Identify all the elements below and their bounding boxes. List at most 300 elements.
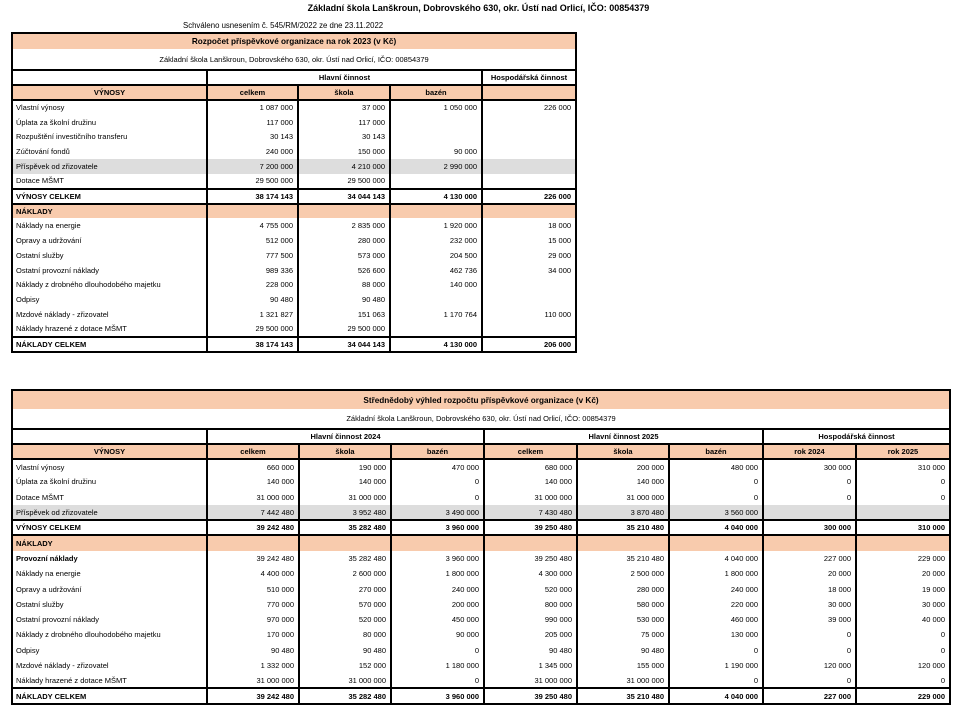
column-header: celkem: [207, 444, 299, 459]
value-cell: [390, 174, 482, 189]
row-label: Ostatní služby: [16, 599, 64, 609]
value-cell: 35 210 480: [577, 688, 669, 703]
value-cell: 88 000: [298, 278, 390, 293]
value-cell: 30 000: [763, 597, 856, 612]
row-label: Odpisy: [16, 295, 40, 305]
value-cell: 35 210 480: [577, 520, 669, 535]
value-cell: 7 200 000: [207, 159, 298, 174]
value-cell: 570 000: [299, 597, 391, 612]
value-cell: 4 210 000: [298, 159, 390, 174]
column-header: bazén: [669, 444, 763, 459]
value-cell: 3 490 000: [391, 505, 484, 520]
value-cell: 3 960 000: [391, 520, 484, 535]
row-label: Náklady na energie: [16, 569, 81, 579]
column-header: celkem: [207, 85, 298, 100]
value-cell: 777 500: [207, 248, 298, 263]
value-cell: 90 480: [207, 643, 299, 658]
table-row: [12, 688, 950, 703]
value-cell: 227 000: [763, 551, 856, 566]
column-group-header: Hlavní činnost: [207, 70, 482, 85]
value-cell: 0: [856, 627, 950, 642]
column-group-header: Hospodářská činnost: [482, 70, 576, 85]
value-cell: 39 242 480: [207, 520, 299, 535]
value-cell: [482, 115, 576, 130]
table-row: [12, 307, 576, 322]
value-cell: 4 300 000: [484, 566, 577, 581]
value-cell: 7 430 480: [484, 505, 577, 520]
value-cell: 0: [391, 673, 484, 688]
value-cell: [390, 204, 482, 219]
value-cell: 150 000: [298, 144, 390, 159]
outlook-table-body: [12, 390, 950, 704]
value-cell: 4 130 000: [390, 189, 482, 204]
value-cell: 170 000: [207, 627, 299, 642]
table-subtitle-row: [12, 49, 576, 70]
value-cell: [482, 204, 576, 219]
column-header: bazén: [390, 85, 482, 100]
value-cell: 227 000: [763, 688, 856, 703]
value-cell: 117 000: [298, 115, 390, 130]
value-cell: [669, 535, 763, 550]
value-cell: [391, 535, 484, 550]
value-cell: 31 000 000: [577, 673, 669, 688]
value-cell: 35 210 480: [577, 551, 669, 566]
value-cell: [577, 535, 669, 550]
column-group-header: Hlavní činnost 2025: [484, 429, 763, 444]
table-row: [12, 581, 950, 596]
value-cell: 3 560 000: [669, 505, 763, 520]
value-cell: 120 000: [856, 658, 950, 673]
row-label: Opravy a udržování: [16, 236, 82, 246]
value-cell: 0: [763, 490, 856, 505]
value-cell: 29 000: [482, 248, 576, 263]
value-cell: 0: [391, 474, 484, 489]
row-label: Dotace MŠMT: [16, 492, 64, 502]
row-label: Rozpuštění investičního transferu: [16, 132, 128, 142]
value-cell: 34 044 143: [298, 189, 390, 204]
value-cell: 40 000: [856, 612, 950, 627]
value-cell: [482, 278, 576, 293]
value-cell: 0: [391, 490, 484, 505]
section-header: NÁKLADY: [12, 204, 207, 219]
value-cell: 990 000: [484, 612, 577, 627]
value-cell: 1 345 000: [484, 658, 577, 673]
value-cell: 140 000: [577, 474, 669, 489]
value-cell: 29 500 000: [207, 174, 298, 189]
column-header: rok 2024: [763, 444, 856, 459]
table-row: [12, 159, 576, 174]
value-cell: 90 480: [577, 643, 669, 658]
table-row: [12, 322, 576, 337]
table-row: [12, 490, 950, 505]
section-header: NÁKLADY: [12, 535, 207, 550]
value-cell: 512 000: [207, 233, 298, 248]
value-cell: 480 000: [669, 459, 763, 474]
value-cell: 18 000: [482, 218, 576, 233]
value-cell: 39 242 480: [207, 551, 299, 566]
value-cell: 30 143: [298, 130, 390, 145]
value-cell: [390, 322, 482, 337]
value-cell: 4 040 000: [669, 688, 763, 703]
value-cell: 232 000: [390, 233, 482, 248]
row-label: Náklady hrazené z dotace MŠMT: [16, 324, 127, 334]
row-label: Mzdové náklady - zřizovatel: [16, 310, 109, 320]
value-cell: 2 500 000: [577, 566, 669, 581]
row-label: Úplata za školní družinu: [16, 117, 97, 127]
row-label: Ostatní provozní náklady: [16, 265, 99, 275]
value-cell: 229 000: [856, 551, 950, 566]
value-cell: 31 000 000: [299, 673, 391, 688]
value-cell: 4 130 000: [390, 337, 482, 352]
value-cell: 770 000: [207, 597, 299, 612]
value-cell: [482, 322, 576, 337]
value-cell: 220 000: [669, 597, 763, 612]
table-row: [12, 130, 576, 145]
value-cell: 240 000: [669, 581, 763, 596]
row-label: Úplata za školní družinu: [16, 477, 97, 487]
column-header: škola: [577, 444, 669, 459]
value-cell: 1 180 000: [391, 658, 484, 673]
value-cell: 31 000 000: [299, 490, 391, 505]
value-cell: [207, 535, 299, 550]
value-cell: [482, 130, 576, 145]
value-cell: 39 250 480: [484, 551, 577, 566]
row-label: Provozní náklady: [16, 553, 78, 563]
value-cell: 0: [763, 643, 856, 658]
value-cell: 240 000: [207, 144, 298, 159]
value-cell: 989 336: [207, 263, 298, 278]
value-cell: 39 250 480: [484, 520, 577, 535]
value-cell: 300 000: [763, 520, 856, 535]
table-row: [12, 505, 950, 520]
row-label: Mzdové náklady - zřizovatel: [16, 661, 109, 670]
value-cell: 19 000: [856, 581, 950, 596]
value-cell: [482, 174, 576, 189]
column-group-row: [12, 70, 576, 85]
row-label: NÁKLADY CELKEM: [12, 688, 207, 703]
value-cell: 270 000: [299, 581, 391, 596]
value-cell: 310 000: [856, 459, 950, 474]
column-group-row: [12, 429, 950, 444]
table-subtitle: Základní škola Lanškroun, Dobrovského 630, okr. Ústí nad Orlicí, IČO: 00854379: [12, 49, 576, 70]
value-cell: 530 000: [577, 612, 669, 627]
value-cell: 31 000 000: [484, 673, 577, 688]
value-cell: 15 000: [482, 233, 576, 248]
table-row: [12, 459, 950, 474]
table-row: [12, 597, 950, 612]
value-cell: 29 500 000: [298, 322, 390, 337]
table-title: Střednědobý výhled rozpočtu příspěvkové organizace (v Kč): [12, 390, 950, 409]
value-cell: 520 000: [299, 612, 391, 627]
section-header: VÝNOSY: [12, 444, 207, 459]
table-row: [12, 520, 950, 535]
value-cell: 18 000: [763, 581, 856, 596]
value-cell: 573 000: [298, 248, 390, 263]
value-cell: 204 500: [390, 248, 482, 263]
value-cell: 1 332 000: [207, 658, 299, 673]
column-header: bazén: [391, 444, 484, 459]
value-cell: 7 442 480: [207, 505, 299, 520]
value-cell: 20 000: [763, 566, 856, 581]
value-cell: 280 000: [577, 581, 669, 596]
value-cell: 450 000: [391, 612, 484, 627]
value-cell: 37 000: [298, 100, 390, 115]
value-cell: 31 000 000: [484, 490, 577, 505]
value-cell: [482, 144, 576, 159]
value-cell: [298, 204, 390, 219]
row-label: VÝNOSY CELKEM: [12, 520, 207, 535]
value-cell: 155 000: [577, 658, 669, 673]
row-label: Vlastní výnosy: [16, 103, 65, 113]
value-cell: 152 000: [299, 658, 391, 673]
table-row: [12, 474, 950, 489]
value-cell: 20 000: [856, 566, 950, 581]
value-cell: 39 242 480: [207, 688, 299, 703]
value-cell: [390, 130, 482, 145]
value-cell: 280 000: [298, 233, 390, 248]
value-cell: 90 480: [484, 643, 577, 658]
value-cell: [763, 535, 856, 550]
value-cell: 226 000: [482, 100, 576, 115]
value-cell: 130 000: [669, 627, 763, 642]
value-cell: 680 000: [484, 459, 577, 474]
value-cell: 4 040 000: [669, 551, 763, 566]
value-cell: 1 170 764: [390, 307, 482, 322]
row-label: VÝNOSY CELKEM: [12, 189, 207, 204]
value-cell: 228 000: [207, 278, 298, 293]
value-cell: [390, 292, 482, 307]
value-cell: 38 174 143: [207, 189, 298, 204]
value-cell: 3 870 480: [577, 505, 669, 520]
value-cell: 1 800 000: [391, 566, 484, 581]
value-cell: 0: [763, 627, 856, 642]
value-cell: [484, 535, 577, 550]
value-cell: 206 000: [482, 337, 576, 352]
table-row: [12, 218, 576, 233]
value-cell: 35 282 480: [299, 688, 391, 703]
row-label: NÁKLADY CELKEM: [12, 337, 207, 352]
value-cell: 2 835 000: [298, 218, 390, 233]
row-label: Náklady z drobného dlouhodobého majetku: [16, 280, 161, 290]
row-label: Ostatní provozní náklady: [16, 615, 99, 625]
value-cell: 660 000: [207, 459, 299, 474]
value-cell: 460 000: [669, 612, 763, 627]
budget-table-2023: [11, 32, 577, 353]
row-label: Zúčtování fondů: [16, 147, 70, 157]
table-row: [12, 658, 950, 673]
table-row: [12, 189, 576, 204]
table-row: [12, 204, 576, 219]
value-cell: 190 000: [299, 459, 391, 474]
value-cell: 80 000: [299, 627, 391, 642]
column-header: [482, 85, 576, 100]
value-cell: 29 500 000: [207, 322, 298, 337]
value-cell: 462 736: [390, 263, 482, 278]
column-header: škola: [298, 85, 390, 100]
table-row: [12, 174, 576, 189]
value-cell: 800 000: [484, 597, 577, 612]
value-cell: 30 143: [207, 130, 298, 145]
value-cell: 0: [669, 490, 763, 505]
value-cell: 38 174 143: [207, 337, 298, 352]
value-cell: 140 000: [390, 278, 482, 293]
value-cell: 1 050 000: [390, 100, 482, 115]
value-cell: 39 000: [763, 612, 856, 627]
value-cell: 90 480: [207, 292, 298, 307]
value-cell: 151 063: [298, 307, 390, 322]
value-cell: 1 087 000: [207, 100, 298, 115]
value-cell: [299, 535, 391, 550]
value-cell: 0: [391, 643, 484, 658]
value-cell: 117 000: [207, 115, 298, 130]
page-title: Základní škola Lanškroun, Dobrovského 630, okr. Ústí nad Orlicí, IČO: 00854379: [307, 3, 650, 13]
value-cell: [390, 115, 482, 130]
value-cell: 0: [856, 643, 950, 658]
column-group-header: Hlavní činnost 2024: [207, 429, 484, 444]
column-header: celkem: [484, 444, 577, 459]
table-title: Rozpočet příspěvkové organizace na rok 2023 (v Kč): [12, 33, 576, 49]
table-row: [12, 233, 576, 248]
value-cell: [207, 204, 298, 219]
column-header-row: [12, 85, 576, 100]
row-label: Příspěvek od zřizovatele: [12, 505, 207, 520]
table-row: [12, 248, 576, 263]
value-cell: 90 480: [299, 643, 391, 658]
value-cell: 226 000: [482, 189, 576, 204]
value-cell: 39 250 480: [484, 688, 577, 703]
row-label: Opravy a udržování: [16, 584, 82, 594]
value-cell: 75 000: [577, 627, 669, 642]
value-cell: 30 000: [856, 597, 950, 612]
value-cell: 1 321 827: [207, 307, 298, 322]
outlook-table: [11, 389, 951, 705]
value-cell: 200 000: [577, 459, 669, 474]
value-cell: 3 960 000: [391, 688, 484, 703]
value-cell: 200 000: [391, 597, 484, 612]
value-cell: 240 000: [391, 581, 484, 596]
value-cell: 4 400 000: [207, 566, 299, 581]
table-row: [12, 115, 576, 130]
row-label: Náklady z drobného dlouhodobého majetku: [16, 630, 161, 640]
value-cell: 3 960 000: [391, 551, 484, 566]
value-cell: 2 600 000: [299, 566, 391, 581]
value-cell: 34 044 143: [298, 337, 390, 352]
table-title-row: [12, 390, 950, 409]
value-cell: 0: [669, 673, 763, 688]
value-cell: 470 000: [391, 459, 484, 474]
column-header: rok 2025: [856, 444, 950, 459]
value-cell: 520 000: [484, 581, 577, 596]
section-header: VÝNOSY: [12, 85, 207, 100]
row-label: Odpisy: [16, 645, 40, 655]
value-cell: 229 000: [856, 688, 950, 703]
table-title-row: [12, 33, 576, 49]
approval-note: Schváleno usnesením č. 545/RM/2022 ze dne 23.11.2022: [183, 21, 384, 30]
value-cell: [482, 292, 576, 307]
value-cell: 4 040 000: [669, 520, 763, 535]
row-label: Ostatní služby: [16, 250, 64, 260]
table-row: [12, 566, 950, 581]
table-subtitle: Základní škola Lanškroun, Dobrovského 630, okr. Ústí nad Orlicí, IČO: 00854379: [12, 409, 950, 429]
value-cell: 1 190 000: [669, 658, 763, 673]
table-row: [12, 643, 950, 658]
row-label: Příspěvek od zřizovatele: [12, 159, 207, 174]
table-row: [12, 292, 576, 307]
value-cell: 120 000: [763, 658, 856, 673]
table-row: [12, 278, 576, 293]
table-row: [12, 612, 950, 627]
table-subtitle-row: [12, 409, 950, 429]
value-cell: 4 755 000: [207, 218, 298, 233]
value-cell: 140 000: [207, 474, 299, 489]
table-row: [12, 535, 950, 550]
value-cell: 29 500 000: [298, 174, 390, 189]
value-cell: 0: [856, 490, 950, 505]
value-cell: [763, 505, 856, 520]
value-cell: 90 000: [391, 627, 484, 642]
value-cell: 35 282 480: [299, 520, 391, 535]
value-cell: [482, 159, 576, 174]
value-cell: 2 990 000: [390, 159, 482, 174]
row-label: Dotace MŠMT: [16, 176, 64, 186]
value-cell: 140 000: [484, 474, 577, 489]
table-row: [12, 337, 576, 352]
value-cell: 3 952 480: [299, 505, 391, 520]
value-cell: 0: [856, 673, 950, 688]
table-row: [12, 100, 576, 115]
value-cell: 110 000: [482, 307, 576, 322]
table-row: [12, 627, 950, 642]
value-cell: 31 000 000: [207, 673, 299, 688]
table-row: [12, 144, 576, 159]
column-group-spacer: [12, 429, 207, 444]
value-cell: 0: [763, 673, 856, 688]
value-cell: [856, 505, 950, 520]
value-cell: 970 000: [207, 612, 299, 627]
table-row: [12, 263, 576, 278]
value-cell: 35 282 480: [299, 551, 391, 566]
value-cell: 90 480: [298, 292, 390, 307]
value-cell: 310 000: [856, 520, 950, 535]
column-group-spacer: [12, 70, 207, 85]
table-row: [12, 673, 950, 688]
value-cell: [856, 535, 950, 550]
value-cell: 300 000: [763, 459, 856, 474]
value-cell: 0: [669, 643, 763, 658]
budget-table-2023-body: [12, 33, 576, 352]
value-cell: 0: [669, 474, 763, 489]
column-group-header: Hospodářská činnost: [763, 429, 950, 444]
value-cell: 0: [763, 474, 856, 489]
row-label: Náklady na energie: [16, 221, 81, 231]
value-cell: 90 000: [390, 144, 482, 159]
value-cell: 580 000: [577, 597, 669, 612]
value-cell: 34 000: [482, 263, 576, 278]
value-cell: 31 000 000: [577, 490, 669, 505]
row-label: Vlastní výnosy: [16, 462, 65, 472]
value-cell: 31 000 000: [207, 490, 299, 505]
column-header-row: [12, 444, 950, 459]
row-label: Náklady hrazené z dotace MŠMT: [16, 675, 127, 685]
value-cell: 1 800 000: [669, 566, 763, 581]
table-row: [12, 551, 950, 566]
value-cell: 205 000: [484, 627, 577, 642]
value-cell: 526 600: [298, 263, 390, 278]
value-cell: 1 920 000: [390, 218, 482, 233]
value-cell: 0: [856, 474, 950, 489]
column-header: škola: [299, 444, 391, 459]
value-cell: 510 000: [207, 581, 299, 596]
